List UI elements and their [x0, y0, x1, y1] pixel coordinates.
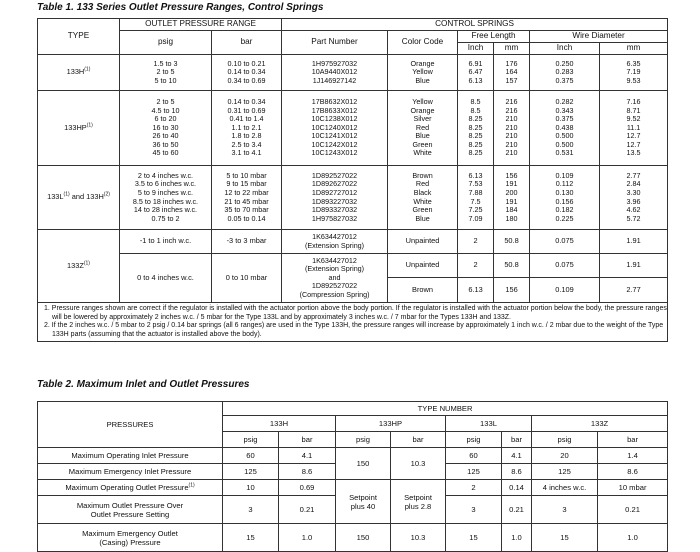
free-length-mm-cell: 216 216 210 210 210 210 210: [494, 91, 530, 166]
color-code-header: Color Code: [388, 31, 458, 55]
value-cell: 10.3: [391, 448, 446, 480]
part-number-cell: 1K634427012 (Extension Spring) and 1D892527022 (Compression Spring): [282, 254, 388, 303]
table-row: [38, 448, 668, 464]
free-length-mm-cell: 50.8: [494, 254, 530, 278]
type-cell: [38, 230, 120, 303]
row-label: Maximum Emergency Inlet Pressure: [38, 464, 223, 480]
free-length-inch-cell: 8.5 8.5 8.25 8.25 8.25 8.25 8.25: [458, 91, 494, 166]
value-cell: 1.4: [598, 448, 668, 464]
value-cell: 10: [223, 480, 279, 496]
value-cell: 2: [446, 480, 502, 496]
value-cell: 0.21: [279, 496, 336, 524]
wire-diameter-mm-cell: 2.77 2.84 3.30 3.96 4.62 5.72: [600, 166, 668, 230]
free-length-mm-cell: 156 191 200 191 184 180: [494, 166, 530, 230]
wire-diameter-mm-cell: 1.91: [600, 254, 668, 278]
value-cell: Setpoint plus 40: [336, 480, 391, 524]
table2-caption: Table 2. Maximum Inlet and Outlet Pressures: [37, 379, 250, 390]
type-name: 133L: [47, 192, 64, 202]
bar-cell: 0 to 10 mbar: [212, 254, 282, 303]
value-cell: 125: [532, 464, 598, 480]
row-label: Maximum Emergency Outlet (Casing) Pressure: [38, 524, 223, 552]
wire-diameter-mm-cell: 6.35 7.19 9.53: [600, 55, 668, 91]
psig-cell: 1.5 to 3 2 to 5 5 to 10: [120, 55, 212, 91]
table-row: [38, 524, 668, 552]
value-cell: 0.69: [279, 480, 336, 496]
type-number-header: TYPE NUMBER: [223, 402, 668, 416]
part-number-cell: 1H975927032 10A9440X012 1J146927142: [282, 55, 388, 91]
outlet-pressure-springs-table: [37, 18, 668, 342]
type-133hp-header: 133HP: [336, 416, 446, 432]
value-cell: Setpoint plus 2.8: [391, 480, 446, 524]
value-cell: 4.1: [502, 448, 532, 464]
value-cell: 8.6: [598, 464, 668, 480]
value-cell: 0.21: [598, 496, 668, 524]
row-label: Maximum Outlet Pressure Over Outlet Pressure Setting: [38, 496, 223, 524]
bar-cell: -3 to 3 mbar: [212, 230, 282, 254]
wire-diameter-mm-cell: 7.16 8.71 9.52 11.1 12.7 12.7 13.5: [600, 91, 668, 166]
value-cell: 125: [223, 464, 279, 480]
part-number-cell: 1D892527022 1D892627022 1D892727012 1D893227032 1D893327032 1H975827032: [282, 166, 388, 230]
bar-header: bar: [279, 432, 336, 448]
wire-diameter-header: Wire Diameter: [530, 31, 668, 43]
footnote-ref: (1): [63, 191, 70, 198]
footnote-ref: (1): [188, 482, 195, 489]
wire-diameter-inch-header: Inch: [530, 43, 600, 55]
psig-header: psig: [223, 432, 279, 448]
value-cell: 10.3: [391, 524, 446, 552]
wire-diameter-mm-cell: 1.91: [600, 230, 668, 254]
free-length-inch-cell: 6.13 7.53 7.88 7.5 7.25 7.09: [458, 166, 494, 230]
control-springs-header: CONTROL SPRINGS: [282, 19, 668, 31]
psig-cell: 2 to 4 inches w.c. 3.5 to 6 inches w.c. 5 to 9 inches w.c. 8.5 to 18 inches w.c. 14 to 28 inches w.c. 0.75 to 2: [120, 166, 212, 230]
row-label: Maximum Operating Outlet Pressure$^{(1)}$: [38, 480, 223, 496]
color-code-cell: Brown: [388, 278, 458, 303]
free-length-mm-cell: 156: [494, 278, 530, 303]
type-conjunction: and: [71, 192, 85, 202]
psig-cell: 2 to 5 4.5 to 10 6 to 20 16 to 30 26 to 40 36 to 50 45 to 60: [120, 91, 212, 166]
color-code-cell: Unpainted: [388, 230, 458, 254]
type-cell: [38, 166, 120, 230]
max-inlet-outlet-pressures-table: [37, 401, 668, 552]
free-length-inch-cell: 6.91 6.47 6.13: [458, 55, 494, 91]
type-133z-header: 133Z: [532, 416, 668, 432]
color-code-cell: Orange Yellow Blue: [388, 55, 458, 91]
value-cell: 15: [223, 524, 279, 552]
bar-cell: 0.10 to 0.21 0.14 to 0.34 0.34 to 0.69: [212, 55, 282, 91]
value-cell: 1.0: [598, 524, 668, 552]
value-cell: 10 mbar: [598, 480, 668, 496]
value-cell: 4.1: [279, 448, 336, 464]
color-code-cell: Brown Red Black White Green Blue: [388, 166, 458, 230]
type-133l-header: 133L: [446, 416, 532, 432]
type-name: 133HP: [64, 122, 87, 132]
footnote-ref: (2): [103, 191, 110, 198]
table-row: [38, 254, 668, 278]
free-length-inch-cell: 2: [458, 230, 494, 254]
psig-header: psig: [336, 432, 391, 448]
value-cell: 150: [336, 448, 391, 480]
value-cell: 20: [532, 448, 598, 464]
table-row: [38, 230, 668, 254]
table-row: [38, 166, 668, 230]
footnote-ref: (1): [86, 122, 93, 129]
psig-header: psig: [532, 432, 598, 448]
color-code-cell: Yellow Orange Silver Red Blue Green White: [388, 91, 458, 166]
type-name: 133Z: [67, 260, 84, 270]
table-row: [38, 91, 668, 166]
value-cell: 125: [446, 464, 502, 480]
bar-header: bar: [212, 31, 282, 55]
value-cell: 15: [446, 524, 502, 552]
value-cell: 1.0: [279, 524, 336, 552]
value-cell: 0.14: [502, 480, 532, 496]
footnote-ref: (1): [83, 260, 90, 267]
free-length-header: Free Length: [458, 31, 530, 43]
wire-diameter-inch-cell: 0.109 0.112 0.130 0.156 0.182 0.225: [530, 166, 600, 230]
wire-diameter-inch-cell: 0.282 0.343 0.375 0.438 0.500 0.500 0.531: [530, 91, 600, 166]
bar-cell: 0.14 to 0.34 0.31 to 0.69 0.41 to 1.4 1.1 to 2.1 1.8 to 2.8 2.5 to 3.4 3.1 to 4.1: [212, 91, 282, 166]
type-133h-header: 133H: [223, 416, 336, 432]
color-code-cell: Unpainted: [388, 254, 458, 278]
outlet-pressure-range-header: OUTLET PRESSURE RANGE: [120, 19, 282, 31]
value-cell: 3: [532, 496, 598, 524]
pressures-header: PRESSURES: [38, 402, 223, 448]
footnote-ref: (1): [84, 66, 91, 73]
note-2: 2. If the 2 inches w.c. / 5 mbar to 2 psig / 0.14 bar springs (all 6 ranges) are used in the Type 133H, the pressure ranges will increase by approximately 1 inch w.c. / 2 mbar due to the weight of the Type 133H parts (assuming that the actuator is installed above the body).: [44, 322, 664, 338]
type-name: 133H: [66, 67, 85, 77]
table-row: [38, 55, 668, 91]
psig-header: psig: [446, 432, 502, 448]
wire-diameter-mm-cell: 2.77: [600, 278, 668, 303]
row-label: Maximum Operating Inlet Pressure: [38, 448, 223, 464]
value-cell: 60: [223, 448, 279, 464]
part-number-cell: 1K634427012 (Extension Spring): [282, 230, 388, 254]
table1-caption: Table 1. 133 Series Outlet Pressure Ranges, Control Springs: [37, 2, 324, 13]
psig-cell: 0 to 4 inches w.c.: [120, 254, 212, 303]
wire-diameter-inch-cell: 0.075: [530, 230, 600, 254]
type-cell: [38, 55, 120, 91]
free-length-mm-cell: 50.8: [494, 230, 530, 254]
wire-diameter-inch-cell: 0.250 0.283 0.375: [530, 55, 600, 91]
part-number-header: Part Number: [282, 31, 388, 55]
bar-cell: 5 to 10 mbar 9 to 15 mbar 12 to 22 mbar 21 to 45 mbar 35 to 70 mbar 0.05 to 0.14: [212, 166, 282, 230]
bar-header: bar: [502, 432, 532, 448]
free-length-mm-cell: 176 164 157: [494, 55, 530, 91]
wire-diameter-inch-cell: 0.109: [530, 278, 600, 303]
type-cell: [38, 91, 120, 166]
note-1: 1. Pressure ranges shown are correct if the regulator is installed with the actuator portion above the body portion. If the regulator is installed with the actuator portion below the body, the pressure ranges will be lowered by approximately 2 inches w.c. / 5 mbar for the Type 133L and by approximately 3 inches w.c. / 7 mbar for the Types 133H and 133Z.: [44, 305, 667, 321]
type-name: 133H: [86, 192, 104, 202]
value-cell: 1.0: [502, 524, 532, 552]
value-cell: 4 inches w.c.: [532, 480, 598, 496]
table1-notes: [38, 303, 668, 342]
bar-header: bar: [598, 432, 668, 448]
value-cell: 3: [223, 496, 279, 524]
type-header: TYPE: [38, 19, 120, 55]
value-cell: 15: [532, 524, 598, 552]
psig-header: psig: [120, 31, 212, 55]
value-cell: 150: [336, 524, 391, 552]
value-cell: 3: [446, 496, 502, 524]
free-length-inch-cell: 2: [458, 254, 494, 278]
free-length-inch-cell: 6.13: [458, 278, 494, 303]
free-length-inch-header: Inch: [458, 43, 494, 55]
table-row: [38, 480, 668, 496]
value-cell: 0.21: [502, 496, 532, 524]
value-cell: 8.6: [502, 464, 532, 480]
wire-diameter-mm-header: mm: [600, 43, 668, 55]
bar-header: bar: [391, 432, 446, 448]
value-cell: 60: [446, 448, 502, 464]
wire-diameter-inch-cell: 0.075: [530, 254, 600, 278]
free-length-mm-header: mm: [494, 43, 530, 55]
part-number-cell: 17B8632X012 17B8633X012 10C1238X012 10C1240X012 10C1241X012 10C1242X012 10C1243X012: [282, 91, 388, 166]
psig-cell: -1 to 1 inch w.c.: [120, 230, 212, 254]
value-cell: 8.6: [279, 464, 336, 480]
